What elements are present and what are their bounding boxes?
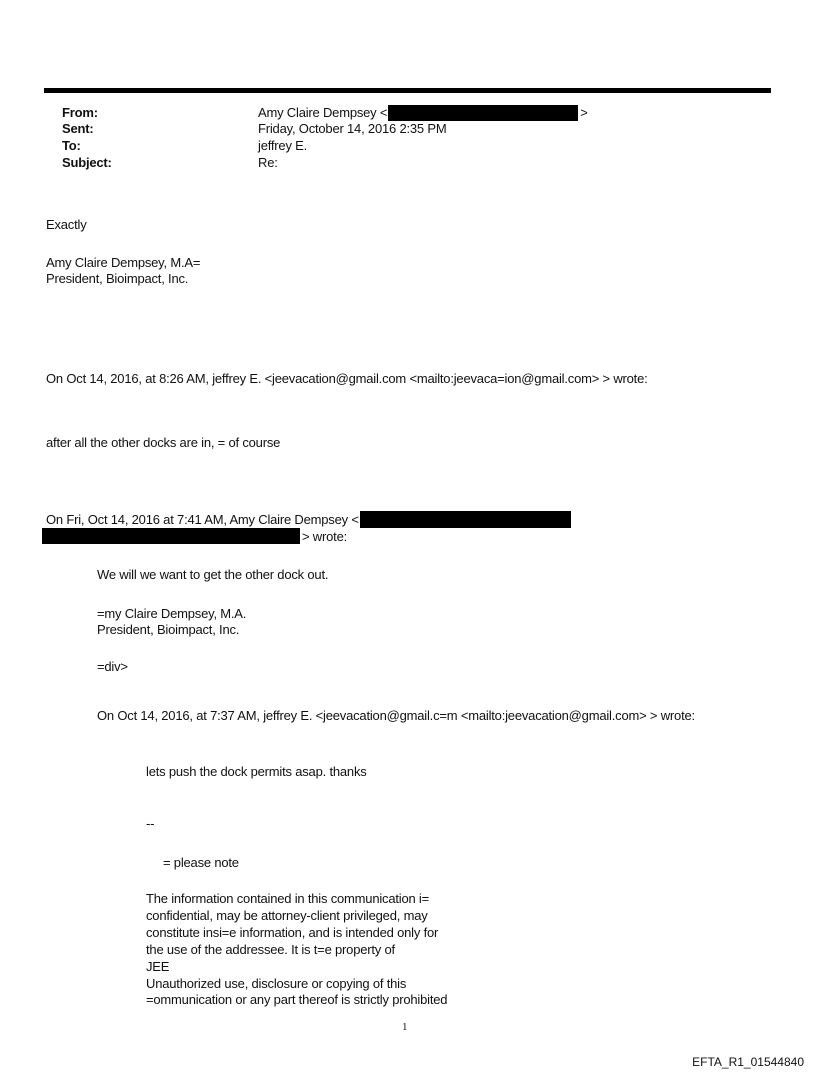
subject-label: Subject: [62,155,112,170]
quote3-dashes: -- [146,816,155,831]
signature-name: Amy Claire Dempsey, M.A= [46,255,201,270]
reply-text: Exactly [46,217,87,232]
quote2-header-row [46,511,571,528]
redaction [388,105,578,121]
disclaimer-line: JEE [146,959,170,974]
disclaimer-line: =ommunication or any part thereof is strictly prohibited [146,992,448,1007]
from-row [258,104,588,121]
quote2-header: On Fri, Oct 14, 2016 at 7:41 AM, Amy Claire Dempsey < [46,512,359,527]
redaction [42,528,300,544]
quote2-text: We will we want to get the other dock out. [97,567,329,582]
disclaimer-line: the use of the addressee. It is t=e property of [146,942,395,957]
from-value: Amy Claire Dempsey < [258,105,388,120]
quote1-text: after all the other docks are in, = of course [46,435,281,450]
subject-value: Re: [258,155,278,170]
header-rule [44,88,771,93]
page-number: 1 [402,1021,408,1033]
quote3-text: lets push the dock permits asap. thanks [146,764,367,779]
quote1-header: On Oct 14, 2016, at 8:26 AM, jeffrey E. <jeevacation@gmail.com <mailto:jeevaca=ion@gmail.com> > wrote: [46,371,648,386]
sent-value: Friday, October 14, 2016 2:35 PM [258,121,447,136]
to-label: To: [62,138,81,153]
quote2-signature-name: =my Claire Dempsey, M.A. [97,606,247,621]
disclaimer-line: confidential, may be attorney-client privileged, may [146,908,428,923]
document-id: EFTA_R1_01544840 [692,1055,804,1069]
sent-label: Sent: [62,121,94,136]
disclaimer-line: constitute insi=e information, and is intended only for [146,925,439,940]
quote3-note: = please note [163,855,239,870]
signature-title: President, Bioimpact, Inc. [46,271,189,286]
quote2-signature-title: President, Bioimpact, Inc. [97,622,240,637]
quote2-header-end: > wrote: [302,529,348,544]
disclaimer-line: The information contained in this communication i= [146,891,430,906]
disclaimer-line: Unauthorized use, disclosure or copying of this [146,976,407,991]
from-close: > [580,105,588,120]
to-value: jeffrey E. [258,138,308,153]
quote3-header: On Oct 14, 2016, at 7:37 AM, jeffrey E. <jeevacation@gmail.c=m <mailto:jeevacation@gmail.com> > wrote: [97,708,695,723]
quote2-div: =div> [97,659,128,674]
redaction [360,511,571,528]
from-label: From: [62,105,98,120]
